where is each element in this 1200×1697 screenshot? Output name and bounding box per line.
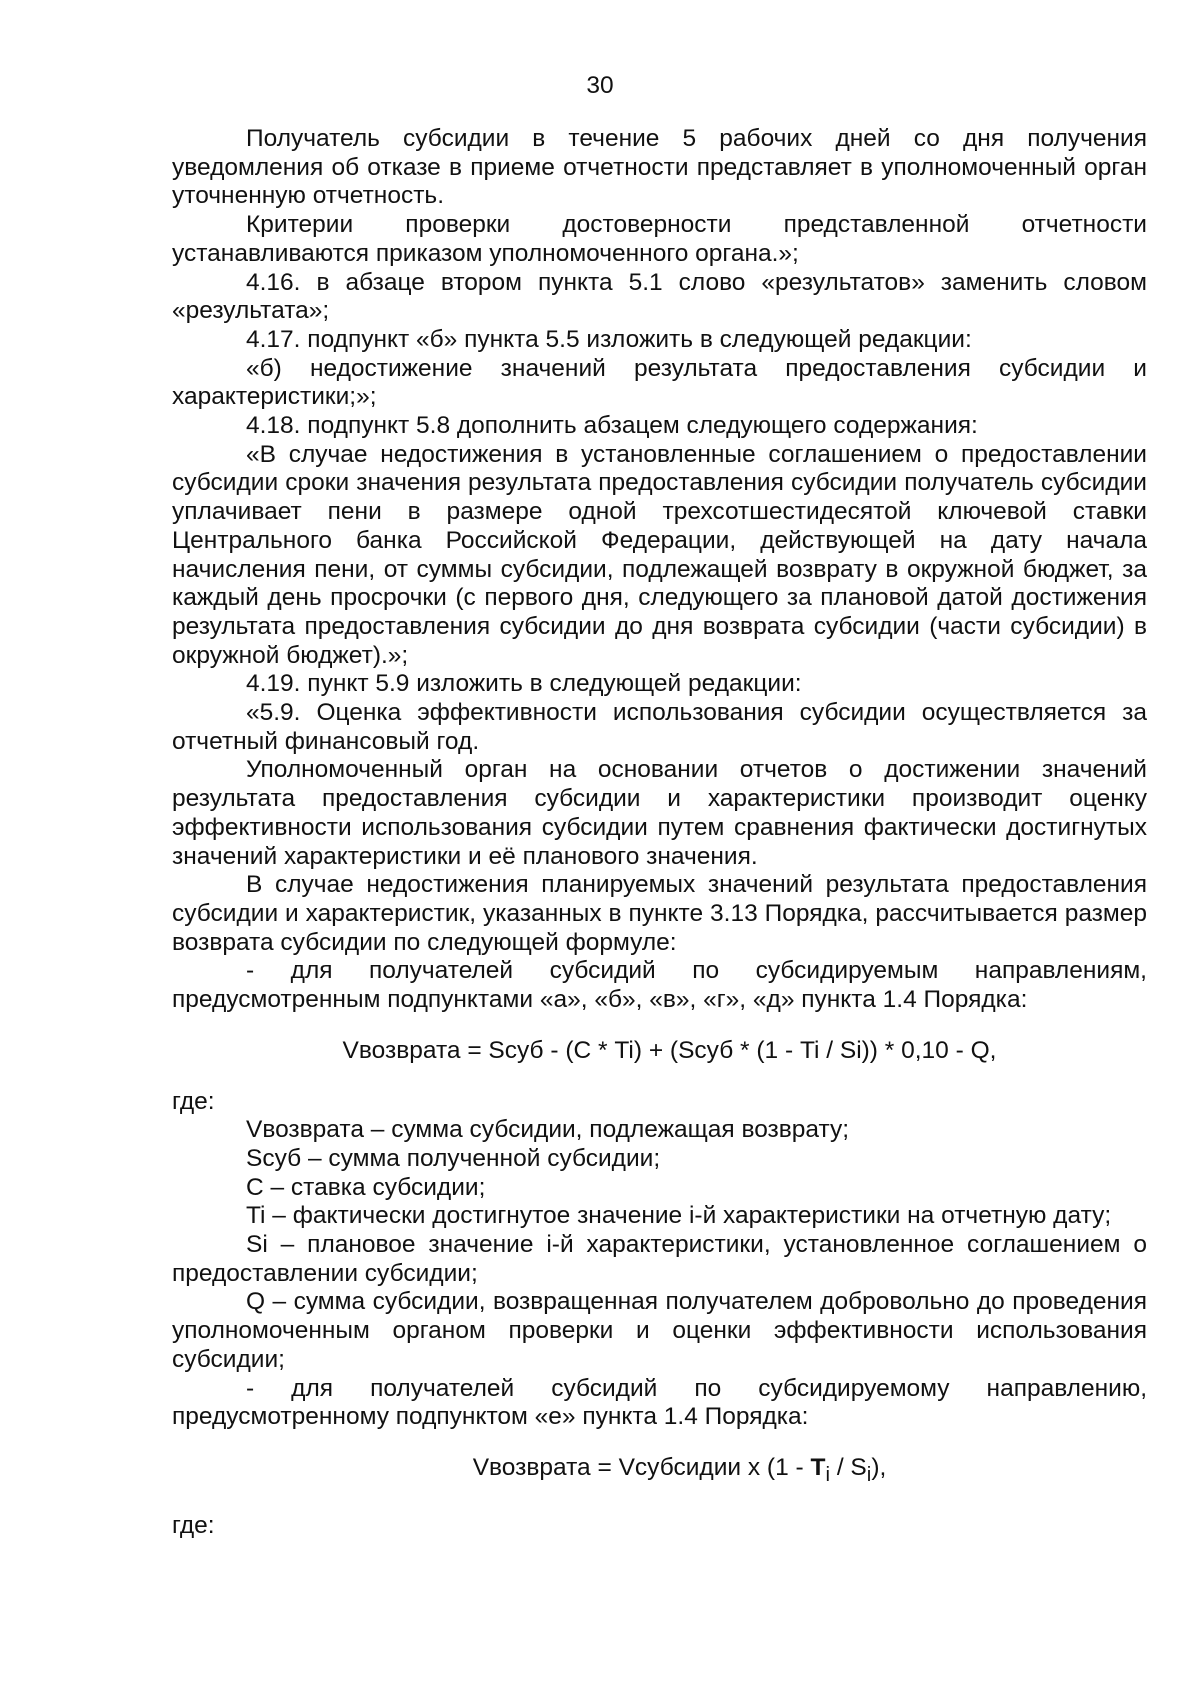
formula-refund-general: Vвозврата = Sсуб - (С * Ti) + (Sсуб * (1 - Ti / Si)) * 0,10 - Q, bbox=[342, 1036, 997, 1064]
where-label-2: где: bbox=[172, 1511, 215, 1539]
definition: С – ставка субсидии; bbox=[246, 1173, 486, 1201]
paragraph: - для получателей субсидий по субсидируемым направлениям, предусмотренным подпунктами «а», «б», «в», «г», «д» пункта 1.4 Порядка: bbox=[172, 957, 1147, 1014]
definition: Sсуб – сумма полученной субсидии; bbox=[246, 1144, 661, 1172]
paragraph: «В случае недостижения в установленные соглашением о предоставлении субсидии сроки значения результата предоставления субсидии получатель субсидии уплачивает пени в размере одной трехсотшестидесятой ключевой ставки Центрального банка Российской Федерации, действующей на дату начала начисления пени, от суммы субсидии, подлежащей возврату в окружной бюджет, за каждый день просрочки (с первого дня, следующего за плановой датой достижения результата предоставления субсидии до дня возврата субсидии (части субсидии) в окружной бюджет).»; bbox=[172, 440, 1147, 669]
paragraph: Уполномоченный орган на основании отчетов о достижении значений результата предоставления субсидии и характеристики производит оценку эффективности использования субсидии путем сравнения фактически достигнутых значений характеристики и её планового значения. bbox=[172, 756, 1147, 870]
where-label: где: bbox=[172, 1087, 215, 1115]
definition: Q – сумма субсидии, возвращенная получателем добровольно до проведения уполномоченным органом проверки и оценки эффективности использования субсидии; bbox=[172, 1288, 1147, 1373]
paragraph: «5.9. Оценка эффективности использования субсидии осуществляется за отчетный финансовый год. bbox=[172, 699, 1147, 755]
formula-t-subscript: i bbox=[825, 1463, 831, 1486]
definition: Vвозврата – сумма субсидии, подлежащая возврату; bbox=[246, 1116, 850, 1144]
paragraph: 4.17. подпункт «б» пункта 5.5 изложить в следующей редакции: bbox=[246, 325, 972, 353]
paragraph: 4.19. пункт 5.9 изложить в следующей редакции: bbox=[246, 670, 802, 698]
paragraph: Получатель субсидии в течение 5 рабочих дней со дня получения уведомления об отказе в приеме отчетности представляет в уполномоченный орган уточненную отчетность. bbox=[172, 125, 1147, 210]
paragraph: В случае недостижения планируемых значений результата предоставления субсидии и характеристик, указанных в пункте 3.13 Порядка, рассчитывается размер возврата субсидии по следующей формуле: bbox=[172, 871, 1147, 956]
document-body bbox=[172, 125, 1147, 1540]
paragraph: Критерии проверки достоверности представленной отчетности устанавливаются приказом уполномоченного органа.»; bbox=[172, 211, 1147, 267]
definition: Si – плановое значение i-й характеристики, установленное соглашением о предоставлении субсидии; bbox=[172, 1231, 1147, 1287]
formula-s-subscript: i bbox=[866, 1463, 872, 1486]
paragraph: 4.16. в абзаце втором пункта 5.1 слово «результатов» заменить словом «результата»; bbox=[172, 268, 1147, 325]
paragraph: «б) недостижение значений результата предоставления субсидии и характеристики;»; bbox=[172, 354, 1147, 411]
formula-refund-direction-e bbox=[172, 1454, 1147, 1490]
definition: - для получателей субсидий по субсидируемому направлению, предусмотренному подпунктом «е» пункта 1.4 Порядка: bbox=[172, 1374, 1147, 1431]
formula-prefix: Vвозврата = Vсубсидии x (1 - bbox=[472, 1453, 811, 1481]
formula-t-letter: T bbox=[810, 1453, 826, 1481]
definition: Ti – фактически достигнутое значение i-й характеристики на отчетную дату; bbox=[246, 1202, 1112, 1230]
paragraph: 4.18. подпункт 5.8 дополнить абзацем следующего содержания: bbox=[246, 412, 978, 440]
formula-suffix: ), bbox=[871, 1453, 887, 1481]
page-number: 30 bbox=[586, 72, 614, 99]
formula-slash: / S bbox=[830, 1453, 867, 1481]
